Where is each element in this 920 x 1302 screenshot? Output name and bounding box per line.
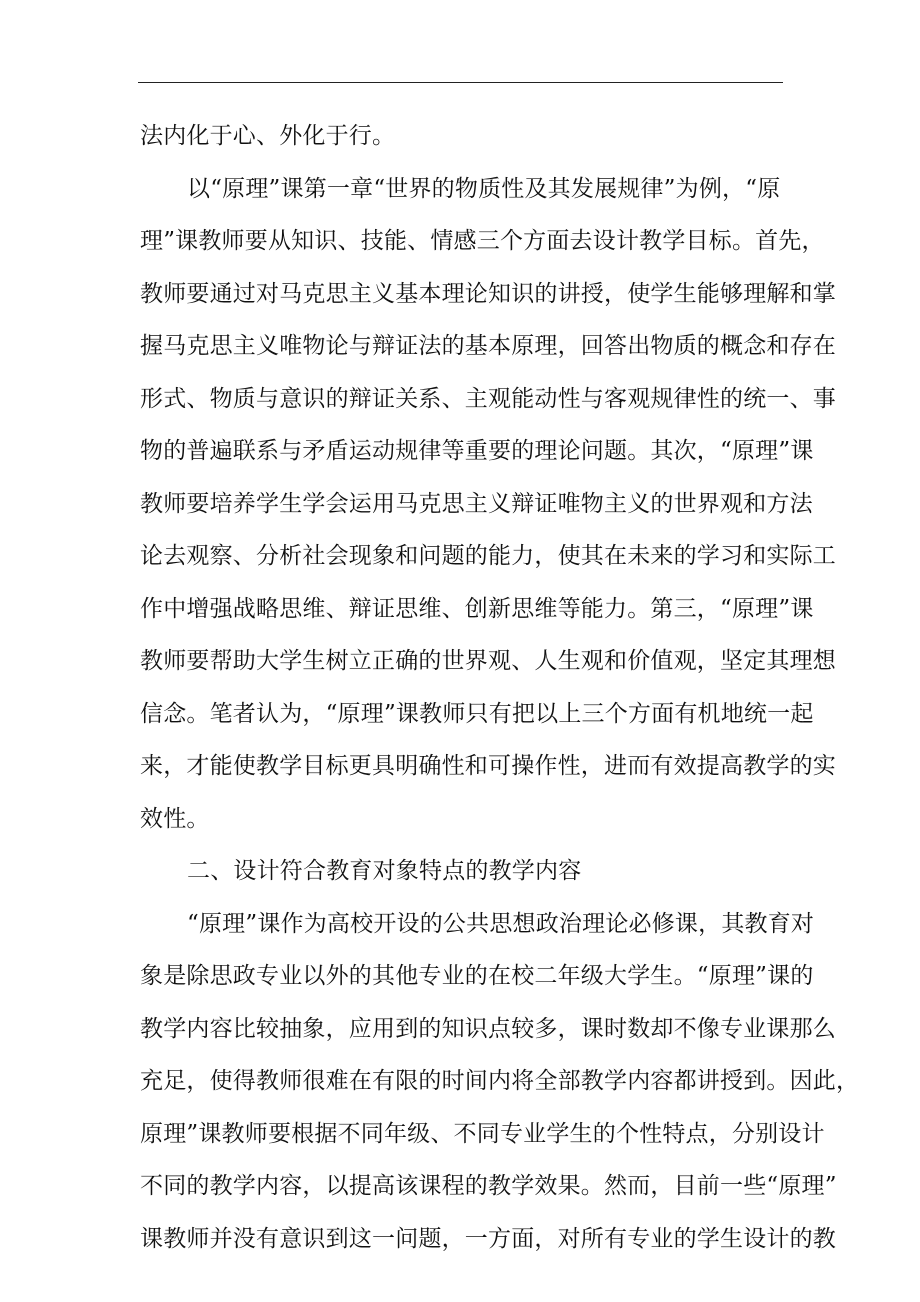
text-line: 论去观察、分析社会现象和问题的能力，使其在未来的学习和实际工 [140, 543, 836, 569]
section-heading: 二、设计符合教育对象特点的教学内容 [187, 858, 582, 884]
text-line: 来，才能使教学目标更具明确性和可操作性，进而有效提高教学的实 [140, 753, 836, 779]
text-line: 教学内容比较抽象，应用到的知识点较多，课时数却不像专业课那么 [140, 1015, 836, 1042]
text-line: 形式、物质与意识的辩证关系、主观能动性与客观规律性的统一、事 [140, 385, 836, 412]
text-line: 理”课教师要从知识、技能、情感三个方面去设计教学目标。首先， [140, 228, 825, 254]
text-line: 教师要培养学生学会运用马克思主义辩证唯物主义的世界观和方法 [140, 490, 813, 517]
header-rule [138, 82, 783, 83]
text-line: 原理”课教师要根据不同年级、不同专业学生的个性特点，分别设计 [140, 1120, 825, 1147]
text-line: 握马克思主义唯物论与辩证法的基本原理，回答出物质的概念和存在 [140, 333, 836, 359]
text-line: 信念。笔者认为，“原理”课教师只有把以上三个方面有机地统一起 [140, 700, 814, 727]
body-text [140, 110, 860, 1265]
text-line: 作中增强战略思维、辩证思维、创新思维等能力。第三，“原理”课 [140, 595, 814, 622]
text-line: 物的普遍联系与矛盾运动规律等重要的理论问题。其次，“原理”课 [140, 438, 814, 464]
text-line: 效性。 [140, 805, 210, 832]
text-line: 不同的教学内容，以提高该课程的教学效果。然而，目前一些“原理” [140, 1173, 837, 1199]
text-line: 充足，使得教师很难在有限的时间内将全部教学内容都讲授到。因此， [140, 1068, 860, 1094]
text-line: 法内化于心、外化于行。 [140, 123, 396, 149]
text-line: 课教师并没有意识到这一问题，一方面，对所有专业的学生设计的教 [140, 1225, 836, 1252]
text-line: “原理”课作为高校开设的公共思想政治理论必修课，其教育对 [187, 910, 815, 937]
text-line: 教师要通过对马克思主义基本理论知识的讲授，使学生能够理解和掌 [140, 280, 836, 307]
text-line: 以“原理”课第一章“世界的物质性及其发展规律”为例，“原 [187, 175, 781, 202]
text-line: 教师要帮助大学生树立正确的世界观、人生观和价值观，坚定其理想 [140, 648, 836, 674]
text-line: 象是除思政专业以外的其他专业的在校二年级大学生。“原理”课的 [140, 963, 814, 989]
